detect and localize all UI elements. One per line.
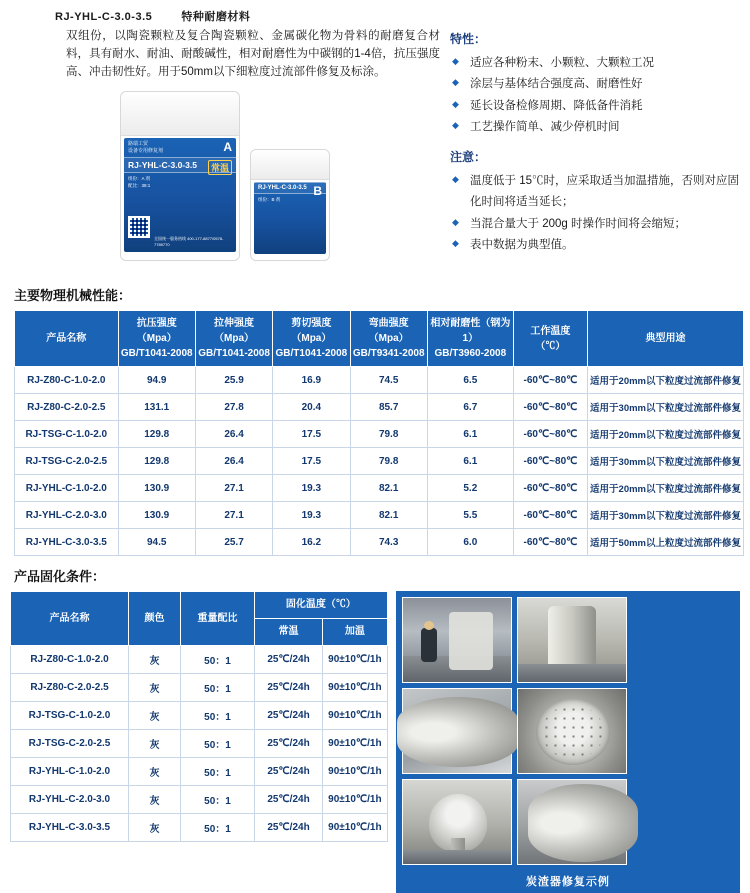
list-item: ◆ 表中数据为典型值。 xyxy=(450,235,740,256)
perforated-disc-plate-photo xyxy=(517,688,627,774)
product-jar-a xyxy=(120,91,240,261)
table-row: RJ-Z80-C-1.0-2.0 94.9 25.9 16.9 74.5 6.5 -60℃~80℃ 适用于20mm以下粒度过流部件修复 xyxy=(15,367,744,394)
table-row: RJ-YHL-C-1.0-2.0 130.9 27.1 19.3 82.1 5.2 -60℃~80℃ 适用于20mm以下粒度过流部件修复 xyxy=(15,475,744,502)
jar-spec-line-1: 组份：A 剂 xyxy=(128,175,151,181)
application-photo-gallery xyxy=(396,591,740,893)
table-row: RJ-YHL-C-2.0-3.0 灰 50：1 25℃/24h 90±10℃/1h xyxy=(11,786,388,814)
column-header-flexural: 弯曲强度（Mpa） GB/T9341-2008 xyxy=(350,311,427,367)
table-row: RJ-TSG-C-2.0-2.5 灰 50：1 25℃/24h 90±10℃/1h xyxy=(11,730,388,758)
temperature-badge: 常温 xyxy=(208,160,232,175)
pipe-section-photo xyxy=(517,779,627,865)
notes-list xyxy=(450,171,740,256)
table-row: RJ-TSG-C-1.0-2.0 灰 50：1 25℃/24h 90±10℃/1h xyxy=(11,702,388,730)
column-header-room-temp: 常温 xyxy=(255,619,323,646)
table-row: RJ-YHL-C-2.0-3.0 130.9 27.1 19.3 82.1 5.5 -60℃~80℃ 适用于30mm以下粒度过流部件修复 xyxy=(15,502,744,529)
list-item: ◆ 延长设备检修周期、降低备件消耗 xyxy=(450,96,740,117)
cone-shaped-part-photo xyxy=(402,779,512,865)
table-row: RJ-YHL-C-3.0-3.5 灰 50：1 25℃/24h 90±10℃/1h xyxy=(11,814,388,842)
product-intro-and-image xyxy=(10,28,440,275)
jar-footer-text: 全国统一服务热线 400-177-8877/0578-7789770 xyxy=(154,236,224,247)
jar-spec-b: 组份：B 剂 xyxy=(258,197,281,203)
brand-line-1: 路瑞工贸 xyxy=(128,141,149,148)
list-item: ◆ 适应各种粉末、小颗粒、大颗粒工况 xyxy=(450,53,740,74)
features-list xyxy=(450,53,740,138)
lower-section xyxy=(10,591,740,893)
mechanical-properties-table xyxy=(14,310,744,556)
jar-product-name-a: RJ-YHL-C-3.0-3.5 xyxy=(124,157,236,173)
product-jar-b xyxy=(250,149,330,261)
table-row: RJ-TSG-C-2.0-2.5 129.8 26.4 17.5 79.8 6.1 -60℃~80℃ 适用于30mm以下粒度过流部件修复 xyxy=(15,448,744,475)
column-header-shear: 剪切强度（Mpa） GB/T1041-2008 xyxy=(273,311,350,367)
cylindrical-drum-coating-photo xyxy=(517,597,627,683)
jar-label-b xyxy=(254,182,326,254)
column-header-name: 产品名称 xyxy=(11,592,129,646)
pipe-interior-coating-photo xyxy=(402,688,512,774)
features-and-notes xyxy=(450,28,740,275)
list-item: ◆ 工艺操作简单、减少停机时间 xyxy=(450,117,740,138)
brand-line-2: 设备专用修复剂 xyxy=(128,148,164,155)
cure-table-wrap xyxy=(10,591,388,893)
product-intro-text: 双组份，以陶瓷颗粒及复合陶瓷颗粒、金属碳化物为骨料的耐磨复合材料，具有耐水、耐油、耐酸碱性，相对耐磨性为中碳钢的1-4倍，抗压强度高、冲击韧性好。用于50mm以下细粒度过流部件修复及标涂。 xyxy=(66,30,440,78)
table-header-row xyxy=(11,592,388,619)
cure-table-title: 产品固化条件： xyxy=(14,569,106,585)
gallery-caption: 炭渣器修复示例 xyxy=(525,876,610,889)
jar-label-a xyxy=(124,138,236,252)
qr-code-icon xyxy=(128,216,150,238)
column-header-compressive: 抗压强度（Mpa） GB/T1041-2008 xyxy=(118,311,195,367)
column-header-color: 颜色 xyxy=(129,592,181,646)
page-title xyxy=(55,8,740,24)
list-item: ◆ 当混合量大于 200g 时操作时间将会缩短； xyxy=(450,214,740,235)
column-header-ratio: 重量配比 xyxy=(181,592,255,646)
column-header-heated: 加温 xyxy=(323,619,388,646)
mech-table-title: 主要物理机械性能： xyxy=(14,288,132,304)
column-header-name: 产品名称 xyxy=(15,311,119,367)
table-row: RJ-YHL-C-1.0-2.0 灰 50：1 25℃/24h 90±10℃/1h xyxy=(11,758,388,786)
table-row: RJ-Z80-C-1.0-2.0 灰 50：1 25℃/24h 90±10℃/1h xyxy=(11,646,388,674)
features-title: 特性： xyxy=(450,32,487,46)
jar-product-name-b: RJ-YHL-C-3.0-3.5 xyxy=(254,182,326,194)
curing-conditions-table xyxy=(10,591,388,842)
notes-title: 注意： xyxy=(450,150,487,165)
list-item: ◆ 涂层与基体结合强度高、耐磨性好 xyxy=(450,74,740,95)
column-header-working-temp: 工作温度 （℃） xyxy=(513,311,587,367)
component-badge-b: B xyxy=(313,184,322,199)
table-row: RJ-Z80-C-2.0-2.5 131.1 27.8 20.4 85.7 6.7 -60℃~80℃ 适用于30mm以下粒度过流部件修复 xyxy=(15,394,744,421)
jar-spec-line-2: 配比：38:1 xyxy=(128,182,151,188)
list-item: ◆ 温度低于 15℃时，应采取适当加温措施，否则对应固化时间将适当延长； xyxy=(450,171,740,214)
header-section xyxy=(10,28,740,275)
product-type: 特种耐磨材料 xyxy=(181,11,251,23)
worker-spraying-vessel-photo xyxy=(402,597,512,683)
jar-lid-b xyxy=(251,150,329,180)
column-header-cure-temp: 固化温度（℃） xyxy=(255,592,388,619)
table-row: RJ-YHL-C-3.0-3.5 94.5 25.7 16.2 74.3 6.0 -60℃~80℃ 适用于50mm以上粒度过流部件修复 xyxy=(15,529,744,556)
product-code: RJ-YHL-C-3.0-3.5 xyxy=(55,11,153,23)
table-row: RJ-TSG-C-1.0-2.0 129.8 26.4 17.5 79.8 6.1 -60℃~80℃ 适用于20mm以下粒度过流部件修复 xyxy=(15,421,744,448)
column-header-typical-use: 典型用途 xyxy=(588,311,744,367)
jar-lid-a xyxy=(121,92,239,136)
column-header-tensile: 拉伸强度（Mpa） GB/T1041-2008 xyxy=(195,311,272,367)
product-photo xyxy=(10,85,440,275)
table-row: RJ-Z80-C-2.0-2.5 灰 50：1 25℃/24h 90±10℃/1h xyxy=(11,674,388,702)
component-badge-a: A xyxy=(223,140,232,155)
column-header-relative-wear: 相对耐磨性（钢为 1） GB/T3960-2008 xyxy=(427,311,513,367)
table-header-row xyxy=(15,311,744,367)
